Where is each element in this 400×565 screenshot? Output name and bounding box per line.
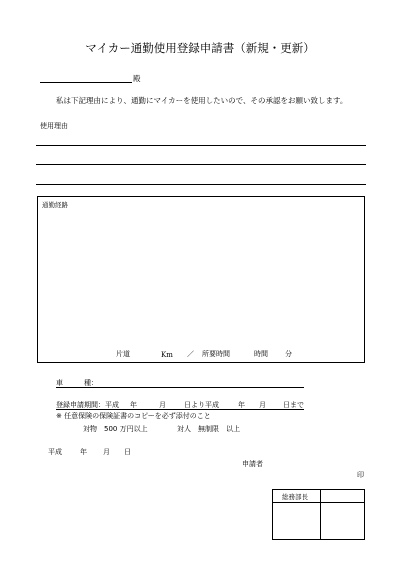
approval-divider-horizontal [273,502,364,503]
km-unit: Km [161,351,173,359]
reason-line-3[interactable] [36,184,366,185]
period-year-2: 年 [238,401,245,409]
coverage-personal: 対人 無制限 以上 [177,425,240,433]
period-from: 日より平成 [184,401,219,409]
period-month-1: 月 [159,401,166,409]
date-year: 年 [80,448,87,456]
insurance-note: ※ 任意保険の保険証書のコピーを必ず添付のこと [56,412,211,420]
one-way-label: 片道 [116,350,130,358]
route-label: 通勤経路 [42,201,68,209]
applicant-label: 申請者 [242,460,263,468]
reason-line-1[interactable] [36,145,366,146]
time-required-label: 所要時間 [202,350,230,358]
date-era: 平成 [48,448,62,456]
addressee-suffix: 殿 [133,74,141,83]
route-slash: ／ [187,350,194,358]
approval-label: 総務部長 [282,493,308,501]
coverage-property: 対物 500 万円以上 [83,425,148,433]
date-day: 日 [124,448,131,456]
form-title: マイカー通勤使用登録申請書（新規・更新） [85,41,315,55]
period-until: 日まで [283,401,304,409]
approval-divider-vertical [320,490,321,539]
date-month: 月 [103,448,110,456]
reason-label: 使用理由 [40,122,68,130]
commute-route-box[interactable] [37,196,365,363]
approval-stamp-box[interactable] [272,489,365,540]
vehicle-type-line[interactable] [56,387,304,388]
minutes-unit: 分 [285,350,292,358]
registration-period-label: 登録申請期間：平成 [56,401,119,409]
seal-mark: 印 [357,471,364,479]
intro-statement: 私は下記理由により、通勤にマイカーを使用したいので、その承認をお願い致します。 [56,96,348,105]
hours-unit: 時間 [254,350,268,358]
period-year-1: 年 [130,401,137,409]
vehicle-type-label: 車 種： [56,379,98,387]
reason-line-2[interactable] [36,164,366,165]
registration-period-line[interactable] [56,409,304,410]
period-month-2: 月 [259,401,266,409]
addressee-line [40,82,132,83]
